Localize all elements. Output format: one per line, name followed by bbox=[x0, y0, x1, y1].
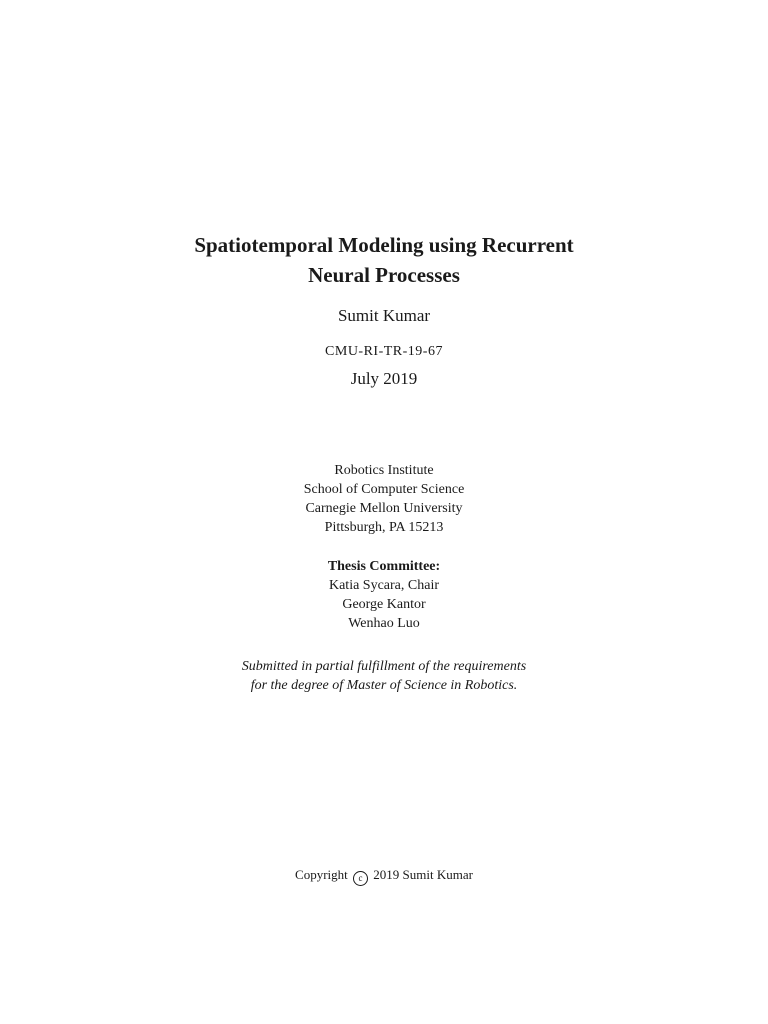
affiliation-line-institute: Robotics Institute bbox=[334, 463, 434, 478]
report-number: CMU-RI-TR-19-67 bbox=[325, 344, 443, 359]
committee-member: Wenhao Luo bbox=[348, 616, 420, 631]
submission-line-1: Submitted in partial fulfillment of the requirements bbox=[241, 659, 527, 674]
publication-date: July 2019 bbox=[350, 369, 418, 388]
thesis-title bbox=[0, 230, 768, 290]
copyright-notice bbox=[0, 866, 768, 886]
committee-heading: Thesis Committee: bbox=[327, 559, 441, 574]
affiliation-address bbox=[0, 461, 768, 537]
affiliation-line-university: Carnegie Mellon University bbox=[305, 501, 463, 516]
copyright-text: 2019 Sumit Kumar bbox=[373, 867, 473, 882]
author-name: Sumit Kumar bbox=[337, 306, 431, 325]
copyright-icon: c bbox=[353, 871, 368, 886]
thesis-title-line-2: Neural Processes bbox=[308, 263, 460, 287]
affiliation-line-city: Pittsburgh, PA 15213 bbox=[324, 520, 444, 535]
copyright-label: Copyright bbox=[295, 867, 348, 882]
committee-member: Katia Sycara, Chair bbox=[328, 578, 439, 593]
committee-member: George Kantor bbox=[342, 597, 426, 612]
thesis-committee bbox=[0, 557, 768, 633]
affiliation-line-school: School of Computer Science bbox=[303, 482, 465, 497]
submission-statement bbox=[0, 657, 768, 695]
submission-line-2: for the degree of Master of Science in Robotics. bbox=[250, 678, 518, 693]
thesis-title-line-1: Spatiotemporal Modeling using Recurrent bbox=[194, 233, 574, 257]
